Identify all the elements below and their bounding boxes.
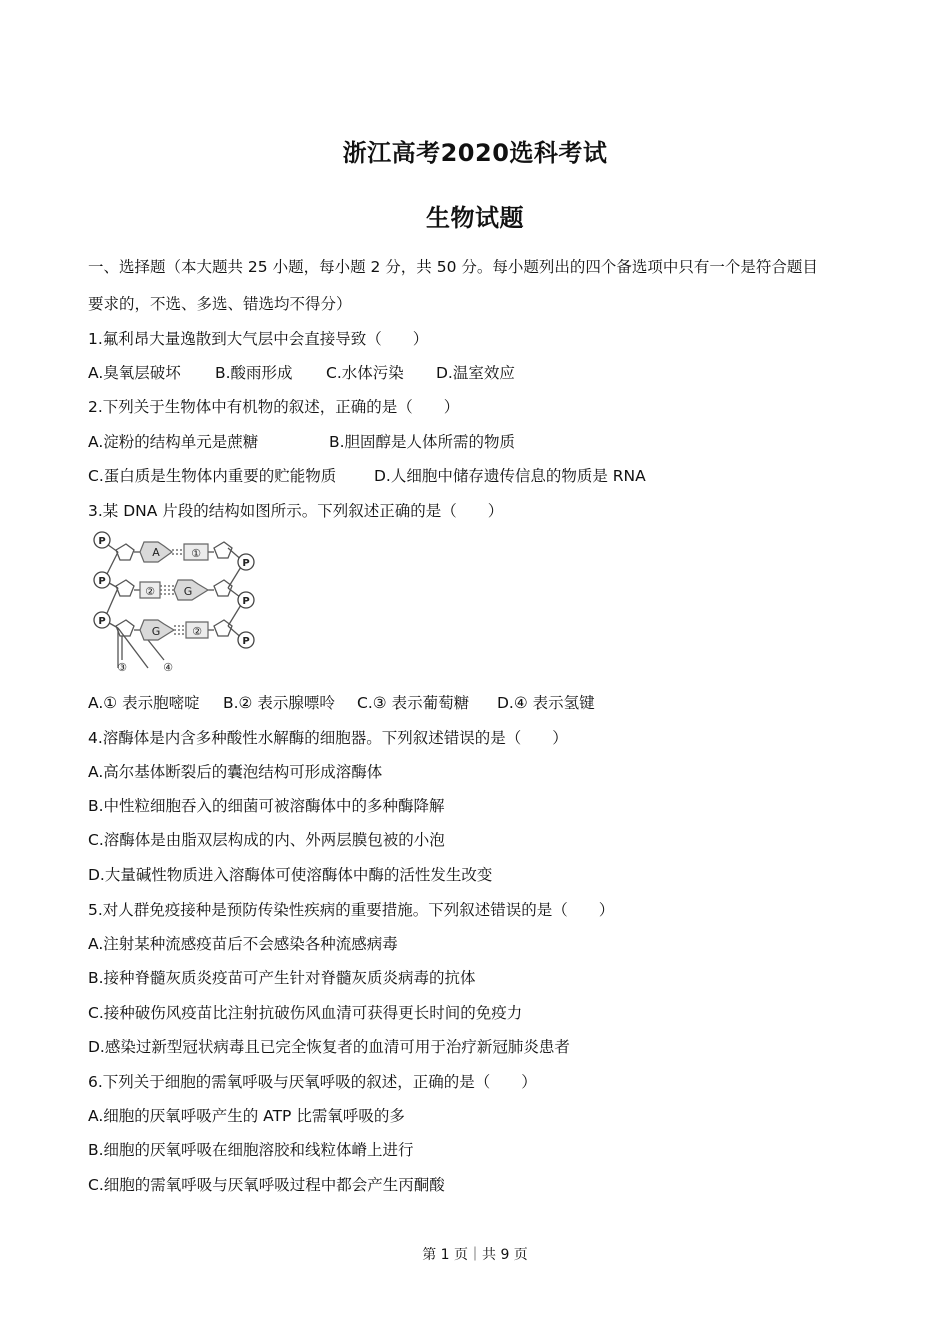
figure-label-2a: ②: [145, 585, 155, 598]
phosphate-label: P: [98, 576, 106, 587]
q4-option-d: D.大量碱性物质进入溶酶体可使溶酶体中酶的活性发生改变: [88, 866, 493, 884]
q5-stem: 5.对人群免疫接种是预防传染性疾病的重要措施。下列叙述错误的是（ ）: [88, 901, 615, 919]
figure-base-a: A: [152, 546, 160, 559]
q2-option-d: D.人细胞中储存遗传信息的物质是 RNA: [374, 467, 646, 485]
figure-base-g1: G: [183, 585, 193, 598]
phosphate-label: P: [242, 636, 250, 647]
q5-option-d: D.感染过新型冠状病毒且已完全恢复者的血清可用于治疗新冠肺炎患者: [88, 1038, 570, 1056]
section-instruction-line1: 一、选择题（本大题共 25 小题，每小题 2 分，共 50 分。每小题列出的四个备选项中只有一个是符合题目: [88, 258, 818, 276]
phosphate-label: P: [242, 596, 250, 607]
q1-option-b: B.酸雨形成: [215, 364, 293, 382]
figure-label-4: ④: [163, 661, 173, 674]
q3-option-a: A.① 表示胞嘧啶: [88, 694, 200, 712]
q6-option-c: C.细胞的需氧呼吸与厌氧呼吸过程中都会产生丙酮酸: [88, 1176, 445, 1194]
page-subtitle: 生物试题: [426, 204, 524, 232]
q4-option-b: B.中性粒细胞吞入的细菌可被溶酶体中的多种酶降解: [88, 797, 445, 815]
q3-stem: 3.某 DNA 片段的结构如图所示。下列叙述正确的是（ ）: [88, 502, 504, 520]
figure-base-g2: G: [151, 625, 161, 638]
phosphate-label: P: [98, 616, 106, 627]
q4-stem: 4.溶酶体是内含多种酸性水解酶的细胞器。下列叙述错误的是（ ）: [88, 729, 568, 747]
q6-stem: 6.下列关于细胞的需氧呼吸与厌氧呼吸的叙述，正确的是（ ）: [88, 1073, 537, 1091]
dna-structure-figure: [88, 528, 263, 680]
phosphate-label: P: [242, 558, 250, 569]
q3-option-c: C.③ 表示葡萄糖: [357, 694, 470, 712]
q3-option-d: D.④ 表示氢键: [497, 694, 595, 712]
q2-options-row1: [88, 430, 515, 452]
q5-option-c: C.接种破伤风疫苗比注射抗破伤风血清可获得更长时间的免疫力: [88, 1004, 523, 1022]
q6-option-b: B.细胞的厌氧呼吸在细胞溶胶和线粒体嵴上进行: [88, 1141, 414, 1159]
figure-label-2b: ②: [192, 625, 202, 638]
section-instruction-line2: 要求的，不选、多选、错选均不得分）: [88, 295, 352, 313]
page-title: 浙江高考2020选科考试: [342, 139, 608, 167]
q1-stem: 1.氟利昂大量逸散到大气层中会直接导致（ ）: [88, 330, 429, 348]
page-footer: 第 1 页｜共 9 页: [422, 1247, 528, 1263]
q6-option-a: A.细胞的厌氧呼吸产生的 ATP 比需氧呼吸的多: [88, 1107, 405, 1125]
q5-option-a: A.注射某种流感疫苗后不会感染各种流感病毒: [88, 935, 398, 953]
q2-option-b: B.胆固醇是人体所需的物质: [329, 433, 516, 451]
q2-options-row2: [88, 464, 646, 486]
q2-stem: 2.下列关于生物体中有机物的叙述，正确的是（ ）: [88, 398, 460, 416]
q4-option-c: C.溶酶体是由脂双层构成的内、外两层膜包被的小泡: [88, 831, 445, 849]
q4-option-a: A.高尔基体断裂后的囊泡结构可形成溶酶体: [88, 763, 383, 781]
figure-label-1: ①: [191, 547, 201, 560]
phosphate-label: P: [98, 536, 106, 547]
q1-options: [88, 361, 515, 383]
figure-label-3: ③: [117, 661, 127, 674]
q3-option-b: B.② 表示腺嘌呤: [223, 694, 335, 712]
q2-option-c: C.蛋白质是生物体内重要的贮能物质: [88, 467, 337, 485]
q1-option-c: C.水体污染: [326, 364, 404, 382]
q1-option-a: A.臭氧层破坏: [88, 364, 181, 382]
q2-option-a: A.淀粉的结构单元是蔗糖: [88, 433, 259, 451]
q1-option-d: D.温室效应: [436, 364, 515, 382]
q5-option-b: B.接种脊髓灰质炎疫苗可产生针对脊髓灰质炎病毒的抗体: [88, 969, 476, 987]
q3-options: [88, 691, 595, 713]
